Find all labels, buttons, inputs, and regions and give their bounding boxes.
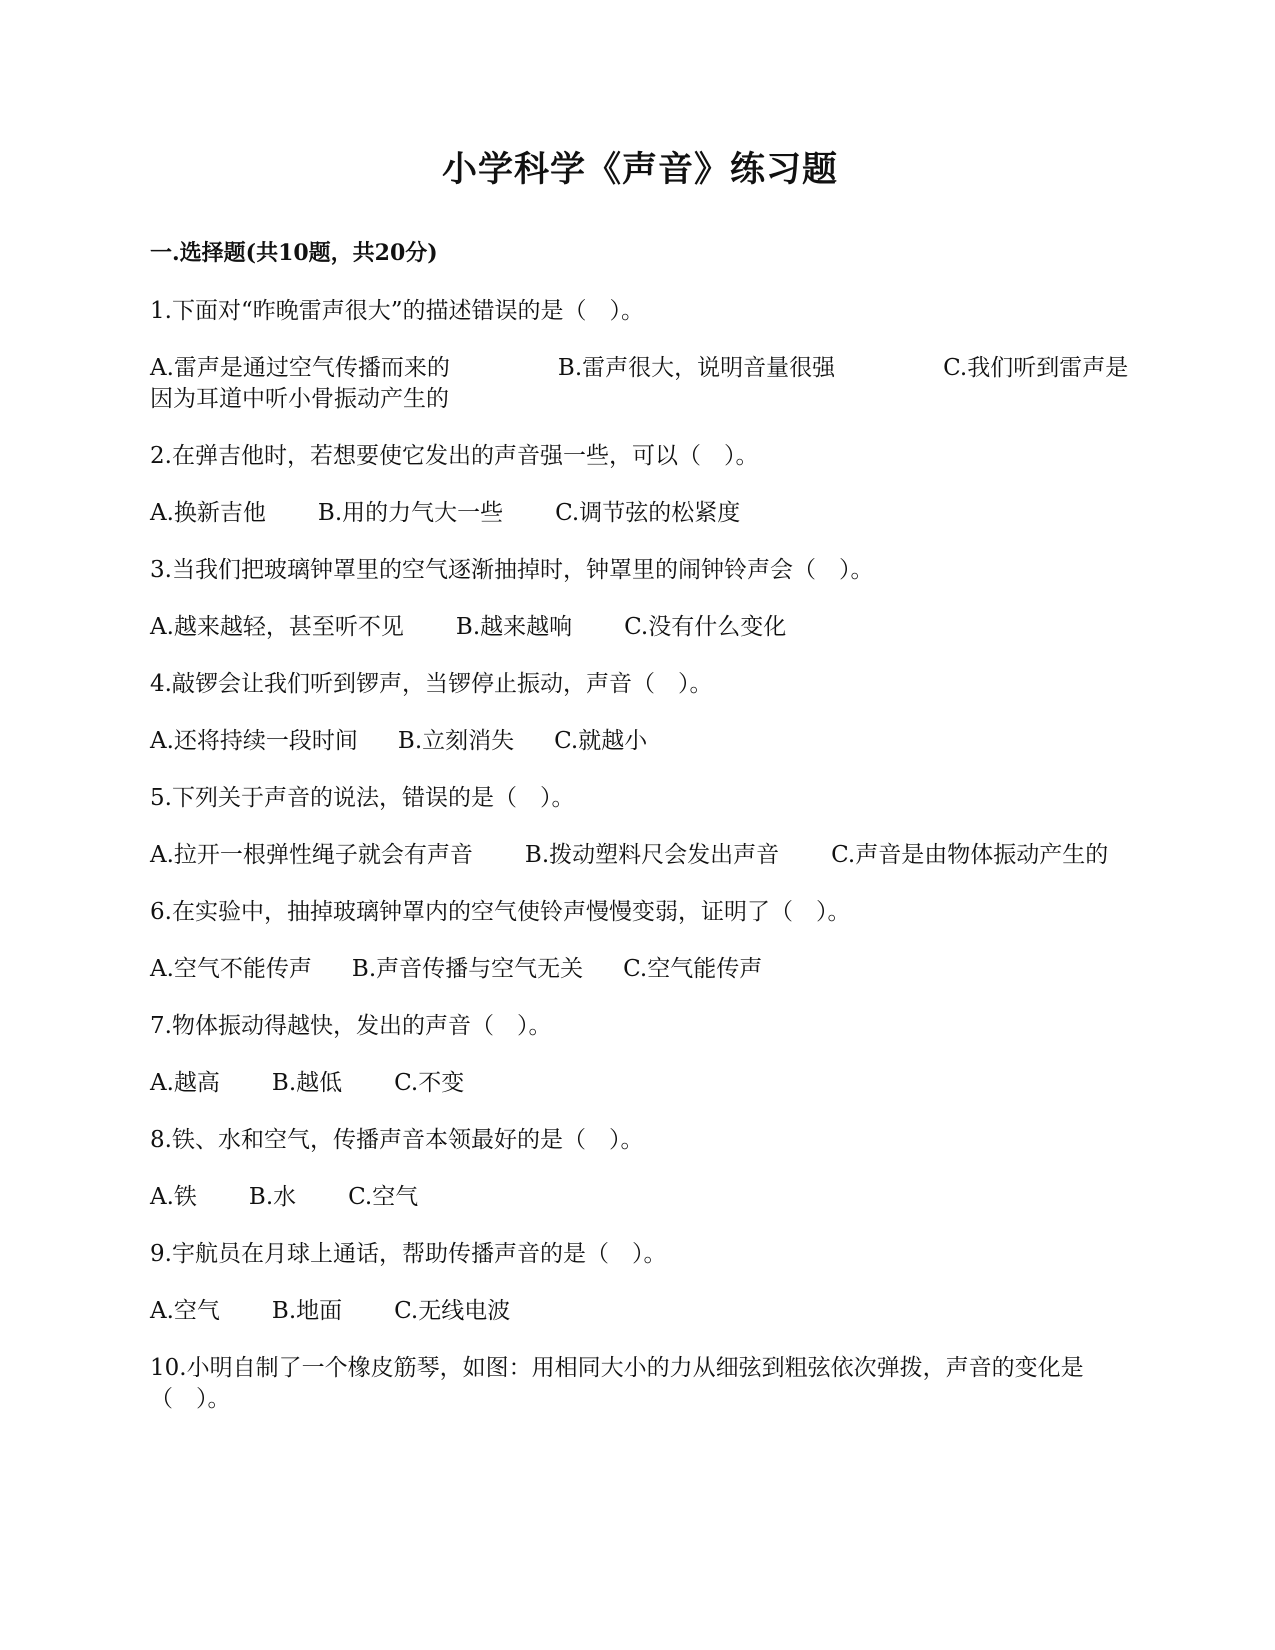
- question-options: [150, 840, 1130, 871]
- question-options: [150, 726, 1130, 757]
- question-4: [150, 669, 1130, 757]
- question-stem: 4.敲锣会让我们听到锣声，当锣停止振动，声音（ ）。: [150, 671, 713, 697]
- question-options: [150, 1182, 1130, 1213]
- option-b: B.用的力气大一些: [317, 500, 504, 526]
- question-9: [150, 1239, 1130, 1327]
- option-c: C.我们听到雷声是因为耳道中听小骨振动产生的: [150, 355, 1129, 412]
- question-8: [150, 1125, 1130, 1213]
- question-3: [150, 555, 1130, 643]
- question-2: [150, 441, 1130, 529]
- option-a: A.越来越轻，甚至听不见: [150, 614, 404, 640]
- option-b: B.雷声很大，说明音量很强: [557, 355, 836, 381]
- question-options: [150, 954, 1130, 985]
- option-c: C.没有什么变化: [624, 614, 787, 640]
- question-stem: 2.在弹吉他时，若想要使它发出的声音强一些，可以（ ）。: [150, 443, 759, 469]
- option-c: C.空气能传声: [623, 956, 763, 982]
- question-7: [150, 1011, 1130, 1099]
- question-stem: 10.小明自制了一个橡皮筋琴，如图：用相同大小的力从细弦到粗弦依次弹拨，声音的变化是（ ）。: [150, 1355, 1084, 1412]
- question-stem: 6.在实验中，抽掉玻璃钟罩内的空气使铃声慢慢变弱，证明了（ ）。: [150, 899, 851, 925]
- option-b: B.水: [248, 1184, 297, 1210]
- option-a: A.铁: [150, 1184, 197, 1210]
- question-options: [150, 1296, 1130, 1327]
- question-stem: 9.宇航员在月球上通话，帮助传播声音的是（ ）。: [150, 1241, 667, 1267]
- option-b: B.地面: [271, 1298, 343, 1324]
- question-6: [150, 897, 1130, 985]
- question-options: [150, 353, 1130, 415]
- question-stem: 3.当我们把玻璃钟罩里的空气逐渐抽掉时，钟罩里的闹钟铃声会（ ）。: [150, 557, 874, 583]
- option-b: B.越低: [271, 1070, 343, 1096]
- option-c: C.不变: [394, 1070, 465, 1096]
- question-1: [150, 296, 1130, 415]
- option-a: A.拉开一根弹性绳子就会有声音: [150, 842, 473, 868]
- option-b: B.拨动塑料尺会发出声音: [524, 842, 780, 868]
- option-a: A.越高: [150, 1070, 220, 1096]
- question-5: [150, 783, 1130, 871]
- option-a: A.还将持续一段时间: [150, 728, 358, 754]
- option-a: A.雷声是通过空气传播而来的: [150, 355, 450, 381]
- question-options: [150, 498, 1130, 529]
- option-b: B.声音传播与空气无关: [351, 956, 584, 982]
- option-a: A.空气不能传声: [150, 956, 312, 982]
- option-c: C.就越小: [554, 728, 648, 754]
- question-stem: 8.铁、水和空气，传播声音本领最好的是（ ）。: [150, 1127, 644, 1153]
- option-c: C.声音是由物体振动产生的: [831, 842, 1109, 868]
- option-b: B.越来越响: [455, 614, 573, 640]
- option-c: C.调节弦的松紧度: [555, 500, 741, 526]
- option-a: A.空气: [150, 1298, 220, 1324]
- question-stem: 7.物体振动得越快，发出的声音（ ）。: [150, 1013, 552, 1039]
- section-heading: 一.选择题(共10题，共20分): [150, 240, 438, 266]
- question-stem: 1.下面对“昨晚雷声很大”的描述错误的是（ ）。: [150, 298, 644, 324]
- option-c: C.无线电波: [394, 1298, 511, 1324]
- question-stem: 5.下列关于声音的说法，错误的是（ ）。: [150, 785, 575, 811]
- question-10: [150, 1353, 1130, 1415]
- question-options: [150, 612, 1130, 643]
- question-options: [150, 1068, 1130, 1099]
- page-title: 小学科学《声音》练习题: [441, 149, 838, 190]
- question-list: [150, 296, 1130, 1441]
- option-c: C.空气: [348, 1184, 419, 1210]
- option-b: B.立刻消失: [397, 728, 515, 754]
- option-a: A.换新吉他: [150, 500, 266, 526]
